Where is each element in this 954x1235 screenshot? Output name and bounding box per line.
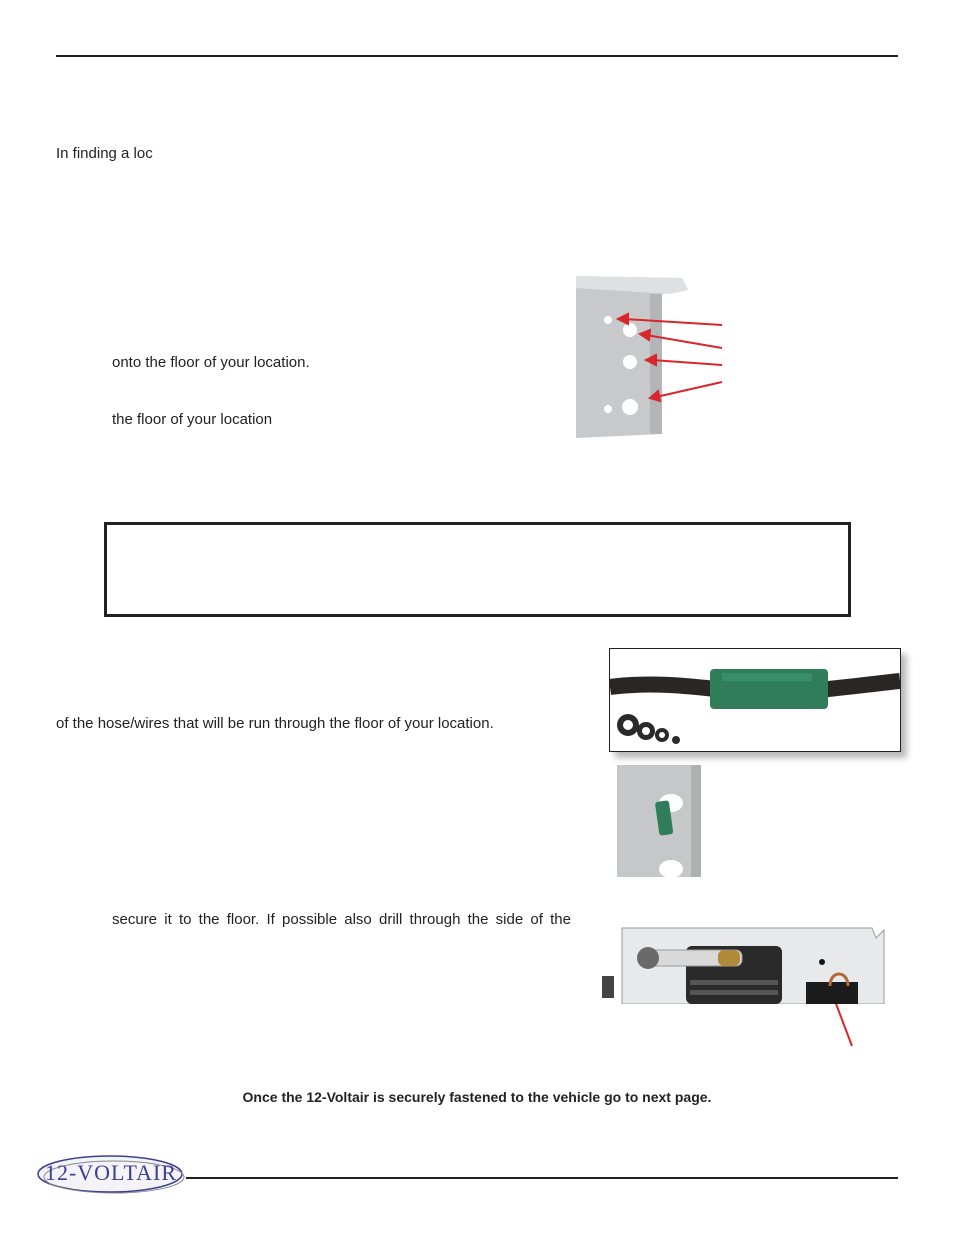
compressor-mounted-photo: [602, 926, 886, 1004]
bottom-rule: [186, 1177, 898, 1179]
floor-text-2: the floor of your location: [112, 411, 273, 428]
brand-logo: [36, 1152, 186, 1196]
top-rule: [56, 55, 898, 57]
panel-holes-photo: [570, 272, 730, 440]
floor-text-1: onto the floor of your location.: [112, 354, 310, 371]
hose-text: of the hose/wires that will be run through the floor of your location.: [56, 715, 494, 732]
sleeve-in-hole-photo: [617, 765, 701, 877]
brand-logo-text: 12-VOLTAIR: [44, 1160, 178, 1185]
intro-text: In finding a loc: [56, 145, 153, 162]
note-box: [104, 522, 851, 617]
secure-text: secure it to the floor. If possible also drill through the side of the: [112, 911, 571, 928]
next-page-note: Once the 12-Voltair is securely fastened to the vehicle go to next page.: [242, 1089, 712, 1105]
hose-grommets-photo: [609, 648, 901, 752]
